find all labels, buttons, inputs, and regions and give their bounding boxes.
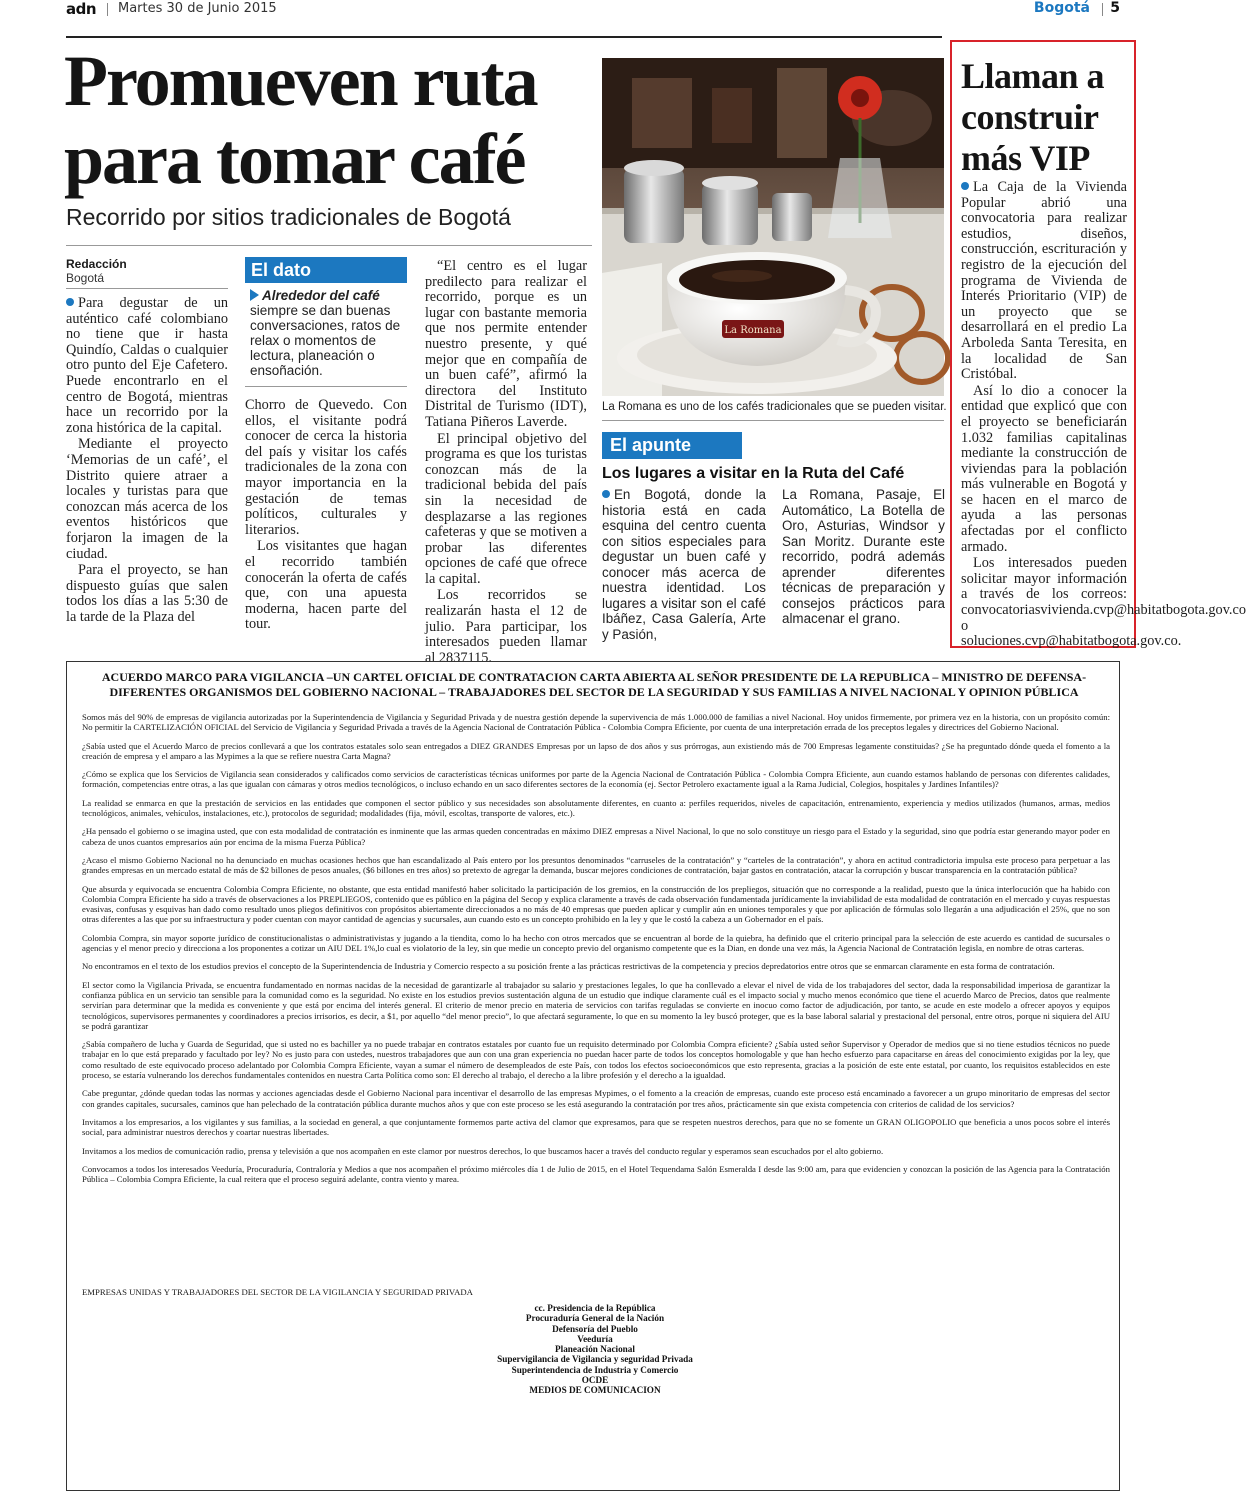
ad-paragraph: ¿Cómo se explica que los Servicios de Vigilancia sean considerados y calificados como servicios de características técnicas uniformes por parte de la Agencia Nacional de Contratación Pública - Colombia Compra Eficiente, aun cuando estamos hablando de personas con diferentes calidades, formación, competencias entre otras, a las que igualan con cámaras y otros medios tecnológicos, o incluso echando en un saco diferentes sectores de la economía (ej. Sector Petrolero exactamente igual a la Rama Judicial, Colegios, hospitales y Jardines Infantiles)?: [82, 769, 1110, 790]
byline-author: Redacción: [66, 257, 127, 271]
side-title-line: construir: [961, 97, 1099, 137]
ad-paragraph: ¿Sabía compañero de lucha y Guarda de Seguridad, que si usted no es bachiller ya no puede trabajar en contratos estatales por cuanto fue un requisito determinado por Colombia Compra eficiente? ¿Sabía usted señor Supervisor y Operador de medios que si no tiene estudios técnicos no puede trabajar en lo que está preparado y facultado por ley? No es justo para con ustedes, nuestros trabajadores que aun con una gran experiencia no puedan hacer parte de todos los conceptos homologable y que han hecho esfuerzo para capacitarse en áreas del conocimiento exigidas por la ley, que como resultado de este equivocado proceso adelantado por Colombia Compra Eficiente, vayan a sumar el número de desempleados de este País, con todos los efectos socioeconómicos que esto representa, gracias a la posición de este ente estatal, por cuanto, los requisitos establecidos en este proceso, se estaría vulnerando los derechos fundamentales contenidos en nuestra Carta Política como son: El derecho al trabajo, el derecho a la libre profesión y el derecho a la igualdad.: [82, 1039, 1110, 1081]
side-title-line: Llaman a: [961, 56, 1105, 96]
el-apunte-column-1: [602, 487, 766, 642]
article-column-2: [245, 398, 407, 634]
section-name[interactable]: Bogotá: [1033, 0, 1090, 16]
side-title-line: más VIP: [961, 138, 1090, 178]
paragraph: Los recorridos se realizarán hasta el 12 de julio. Para participar, los interesados pueden llamar al 2837115.: [425, 587, 587, 666]
ad-paragraph: Invitamos a los medios de comunicación radio, prensa y televisión a que nos acompañen en este clamor por nuestros derechos, lo que buscamos hacer a través del conducto regular y esperamos sean escuchados por el alto gobierno.: [82, 1145, 884, 1156]
issue-date: Martes 30 de Junio 2015: [118, 1, 277, 16]
paragraph-text: Para degustar de un auténtico café colombiano no tiene que ir hasta Quindío, Caldas o cualquier otro punto del Eje Cafetero. Puede encontrarlo en el centro de Bogotá, mientras hace un recorrido por la zona histórica de la capital.: [66, 295, 228, 436]
cc-entry: cc. Presidencia de la República: [534, 1303, 656, 1313]
ad-paragraph: Colombia Compra, sin mayor soporte jurídico de constitucionalistas o administrativistas y jugando a la tiendita, como lo ha hecho con otros mercados que se encuentran al borde de la quiebra, ha definido que el criterio principal para la selección de este acuerdo es cantidad de sucursales o agencias y el menor precio y direcciona a los proponentes a cotizar un AIU DEL 1%,lo cual es violatorio de la ley, sin que medie un concepto previo del organismo competente que es la Dian, en donde una vez más, la Agencia Nacional de Contratación legisla, en nombre de otras carteras.: [82, 932, 1110, 954]
header-divider: [1102, 3, 1103, 16]
side-article-body: [961, 179, 1246, 651]
bullet-dot-icon: [602, 490, 610, 498]
headline-line: para tomar café: [64, 119, 525, 199]
cc-entry: Planeación Nacional: [555, 1344, 635, 1355]
paragraph: “El centro es el lugar predilecto para realizar el recorrido, porque es un lugar con bastante memoria que nos permite entender nuestro presente, y qué mejor que en compañía de un buen café”, afirmó la directora del Instituto Distrital de Turismo (IDT), Tatiana Piñeros Laverde.: [425, 258, 587, 430]
triangle-right-icon: [250, 289, 259, 301]
ad-paragraph: El sector como la Vigilancia Privada, se encuentra fundamentado en normas nacidas de la necesidad de garantizarle al trabajador su salario y prestaciones legales, lo que ha conllevado a elevar el nivel de vida de los trabajadores del sector, dada la responsabilidad imperiosa de garantizar la confianza pública en un servicio tan sensible para la comunidad como es la seguridad. No existe en los estudios previos sustentación alguna de un estudio que indique claramente cuál es el impacto social y mucho menos económico que tiene el acuerdo Marco de Precios, datos que realmente servirían para determinar que la medida es conveniente y que está por encima del interés general. El criterio de menor precio en materia de servicios con tarifas reguladas se convierte en inocuo como factor de adjudicación, por tanto, se acude en este modelo a ofrecer apoyos y equipos tecnológicos, supervisores permanentes y coordinadores a precios irrisorios, es decir, a $1, por aquello “del menor precio”, lo que afectará seguramente, lo que en su momento la ley buscó proteger, que es la base laboral salarial y prestacional del personal, entre otros, porque ni siquiera del AIU se podrá garantizar: [82, 979, 1110, 1031]
advertisement-title: ACUERDO MARCO PARA VIGILANCIA –UN CARTEL OFICIAL DE CONTRATACION CARTA ABIERTA AL SEÑOR PRESIDENTE DE LA REPUBLICA – MINISTRO DE DEFENSA- DIFERENTES ORGANISMOS DEL GOBIERNO NACIONAL – TRABAJADORES DEL SECTOR DE LA SEGURIDAD Y SUS FAMILIAS A NIVEL NACIONAL Y OPINION PÚBLICA: [101, 670, 1087, 699]
side-article-title: [961, 56, 1131, 179]
newspaper-logo[interactable]: adn: [66, 0, 97, 18]
cup-brand-text: La Romana: [724, 325, 782, 336]
photo-caption: La Romana es uno de los cafés tradicionales que se pueden visitar.: [602, 401, 947, 413]
cc-entry: OCDE: [581, 1375, 609, 1386]
article-column-3: [425, 259, 587, 667]
paragraph: Para el proyecto, se han dispuesto guías que salen todos los días a las 5:30 de la tarde de la Plaza del: [66, 562, 228, 625]
bullet-dot-icon: [66, 298, 74, 306]
article-column-1: [66, 296, 228, 626]
paragraph: El principal objetivo del programa es que los turistas conozcan más de la tradicional bebida del país sin la necesidad de desplazarse a las regiones cafeteras y que se motiven a probar las diferentes opciones de café que ofrece la capital.: [425, 430, 587, 587]
el-dato-text: siempre se dan buenas conversaciones, ratos de relax o momentos de lectura, planeación o ensoñación.: [250, 303, 401, 378]
cc-entry: Superintendencia de Industria y Comercio: [511, 1364, 679, 1375]
page-header: [0, 0, 1152, 22]
advertisement-body: [82, 712, 1110, 1192]
ad-paragraph: La realidad se enmarca en que la prestación de servicios en las entidades que componen el sector público y sus necesidades son absolutamente diferentes, en cuanto a: perfiles requeridos, niveles de capacitación, entrenamiento, experiencia y medios utilizados (humanos, armas, medios tecnológicos, animales, vehículos, instalaciones, etc.), protocolos de seguridad; modalidades (fija, móvil, escoltas, transporte de valores, etc.).: [82, 797, 1110, 819]
paragraph: Mediante el proyecto ‘Memorias de un café’, el Distrito quiere atraer a locales y turistas para que conozcan más acerca de los eventos históricos que forjaron la imagen de la ciudad.: [66, 436, 228, 562]
el-apunte-title: Los lugares a visitar en la Ruta del Café: [602, 465, 905, 482]
cc-entry: Supervigilancia de Vigilancia y seguridad Privada: [497, 1354, 693, 1365]
ad-paragraph: Que absurda y equivocada se encuentra Colombia Compra Eficiente, no obstante, que esta entidad manifestó haber solicitado la participación de los gremios, en la construcción de los prepliegos, situación que no corresponde a la realidad, puesto que la única interlocución que ha habido con Colombia Compra Eficiente ha sido a través de observaciones a los PREPLIEGOS, contenido que es público en la página del Secop y explica claramente a través de cada observación fundamentada jurídicamente la inviabilidad de esta modalidad de contratación en el mercado y cuyas respuestas evasivas, confusas y esquivas han dado como resultado unos pliegos definitivos con propósitos abiertamente direccionados a no más de 40 empresas que pueden aplicar y cumplir aún en uniones temporales y que por aplicación de fórmulas solo llegarán a una adjudicación el 25%, que no son otras diferentes a las que por su infraestructura y poder cuentan con mayor cantidad de agencias y sucursales, aun cuando esto es un concepto prohibido en la ley y que le costó la cabeza a un Gobernador en el país.: [82, 883, 1110, 925]
cc-entry: MEDIOS DE COMUNICACION: [529, 1385, 661, 1396]
advertisement-signature: EMPRESAS UNIDAS Y TRABAJADORES DEL SECTOR DE LA VIGILANCIA Y SEGURIDAD PRIVADA: [82, 1287, 473, 1297]
advertisement-cc-list: [400, 1303, 790, 1396]
paragraph: [961, 180, 1127, 383]
el-apunte-label: El apunte: [602, 432, 742, 459]
cc-entry: Defensoría del Pueblo: [552, 1323, 638, 1334]
paragraph-text: La Caja de la Vivienda Popular abrió una convocatoria para realizar estudios, diseños, construcción, escrituración y registro de la ejecución del programa de Vivienda de Interés Prioritario (VIP) de un proyecto que se desarrollará en el predio La Arboleda Santa Teresita, en la localidad de San Cristóbal.: [961, 179, 1127, 383]
header-rule: [66, 36, 942, 38]
paragraph: [66, 296, 228, 436]
divider: [245, 386, 407, 387]
el-dato-label: El dato: [245, 257, 407, 283]
cc-entry: Procuraduría General de la Nación: [525, 1313, 665, 1324]
divider: [66, 288, 228, 289]
bullet-dot-icon: [961, 182, 969, 190]
ad-paragraph: Invitamos a los empresarios, a los vigilantes y sus familias, a la sociedad en general, a que conjuntamente formemos parte activa del clamor que expresamos, para que se respeten nuestros derechos, para que no se fomente un GRAN OLIGOPOLIO que beneficia a unos pocos sobre el interés social, para administrar nuestros derechos y coartar nuestras libertades.: [82, 1116, 1110, 1138]
ad-paragraph: Cabe preguntar, ¿dónde quedan todas las normas y acciones agenciadas desde el Gobierno Nacional para incentivar el desarrollo de las empresas Mypimes, o el fomento a la creación de empresas, cuando este proceso está encaminado a favorecer a un grupo minoritario de empresas del sector con grandes capitales, sucursales, caminos que han pelechado de la contratación pública durante muchos años y que con este proceso se les está asegurando la contratación por tres años, prácticamente sin que exista competencia con criterios de calidad de los servicios?: [82, 1088, 1110, 1109]
article-subhead: Recorrido por sitios tradicionales de Bogotá: [66, 204, 511, 230]
page-number: 5: [1110, 0, 1120, 16]
ad-paragraph: No encontramos en el texto de los estudios previos el concepto de la Superintendencia de Industria y Comercio respecto a su posición frente a las prácticas restrictivas de la competencia y precios depredatorios entre otros que se enmarcan claramente en esta forma de contratación.: [82, 961, 1055, 972]
paragraph: Los interesados pueden solicitar mayor información a través de los correos: convocatoriasvivienda.cvp@habitatbogota.gov.co o soluciones.cvp@habitatbogota.gov.co.: [961, 555, 1246, 650]
cc-entry: Veeduría: [577, 1333, 613, 1344]
paragraph: Chorro de Quevedo. Con ellos, el visitante podrá conocer de cerca la historia del país y visitar los cafés tradicionales de la zona con mayor importancia en la gestación de temas políticos, culturales y literarios.: [245, 397, 407, 538]
el-dato-box: [250, 288, 408, 378]
el-apunte-column-2: La Romana, Pasaje, El Automático, La Botella de Oro, Asturias, Windsor y San Moritz. Durante este recorrido, podrá además aprender diferentes técnicas de preparación y consejos prácticos para almacenar el grano.: [782, 487, 945, 626]
ad-paragraph: Convocamos a todos los interesados Veeduría, Procuraduría, Contraloría y Medios a que nos acompañen el próximo miércoles día 1 de Julio de 2015, en el Hotel Tequendama Salón Esmeralda I desde las 9:00 am, para que evidencien y conozcan la posición de las Agencia para la Contratación Pública – Colombia Compra Eficiente, la cual reitera que el proceso seguirá adelante, contra viento y marea.: [82, 1163, 1110, 1185]
ad-paragraph: Somos más del 90% de empresas de vigilancia autorizadas por la Superintendencia de Vigilancia y Seguridad Privada y de nuestra gestión depende la supervivencia de más 1.000.000 de familias a nivel Nacional. Hoy unidos firmemente, por primera vez en la historia, con un propósito común: No permitir la CARTELIZACIÓN OFICIAL del Servicio de Vigilancia y Seguridad Privada a través de la Agencia Nacional de Contratación Pública - Colombia Compra Eficiente, por cuenta de una interpretación errada de los preceptos legales y directrices del Gobierno Nacional.: [82, 712, 1110, 733]
el-dato-lead: Alrededor del café: [262, 288, 380, 303]
divider: [66, 245, 592, 246]
coffee-cup-photo-illustration: [602, 58, 944, 396]
ad-paragraph: ¿Ha pensado el gobierno o se imagina usted, que con esta modalidad de contratación es inminente que las armas queden concentradas en máximo DIEZ empresas a Nivel Nacional, lo que no solo constituye un riesgo para el Estado y la seguridad, sino que podría estar generando mayor poder en cabeza de unos cuantos empresarios aún por encima de la misma Fuerza Pública?: [82, 826, 1110, 847]
paragraph: Los visitantes que hagan el recorrido también conocerán la oferta de cafés que, con una apuesta moderna, hacen parte del tour.: [245, 538, 407, 633]
article-headline: [64, 42, 594, 198]
paragraph-text: En Bogotá, donde la historia está en cada esquina del centro cuenta con sitios especiales para degustar un buen café y conocer más acerca de nuestra identidad. Los lugares a visitar son el café Ibáñez, Casa Galería, Arte y Pasión,: [602, 487, 766, 642]
ad-paragraph: ¿Acaso el mismo Gobierno Nacional no ha denunciado en muchas ocasiones hechos que han escandalizado al País entero por los presuntos denominados “carruseles de la contratación” y “carteles de la contratación”, y ahora en actitud contradictoria impulsa este proceso para perpetuar a las grandes empresas en un mercado estatal de más de $2 billones de pesos anuales, ($6 billones en tres años) so pretexto de agregar la demanda, buscar mejores condiciones de contratación, bajar gastos en contratación, atacar la corrupción y buscar transparencia en la contratación pública?: [82, 854, 1110, 876]
ad-paragraph: ¿Sabía usted que el Acuerdo Marco de precios conllevará a que los contratos estatales solo sean entregados a DIEZ GRANDES Empresas por un lapso de dos años y sus prórrogas, aun existiendo más de 700 Empresas legamente constituidas? ¿Se ha preguntado dónde queda el fomento a la creación de empresa y el amparo a las Mypimes a la que se refiere nuestra Carta Magna?: [82, 740, 1110, 761]
cafe-photo[interactable]: [602, 58, 944, 396]
byline-place: Bogotá: [66, 271, 105, 285]
byline: [66, 257, 127, 285]
headline-line: Promueven ruta: [64, 41, 537, 121]
header-divider: [107, 3, 108, 16]
paragraph: Así lo dio a conocer la entidad que explicó que con el proyecto se beneficiarán 1.032 familias capitalinas mediante la construcción de viviendas para la población más vulnerable en Bogotá y se hacen en el marco de ayuda a las personas afectadas por el conflicto armado.: [961, 382, 1127, 555]
divider: [602, 420, 944, 421]
